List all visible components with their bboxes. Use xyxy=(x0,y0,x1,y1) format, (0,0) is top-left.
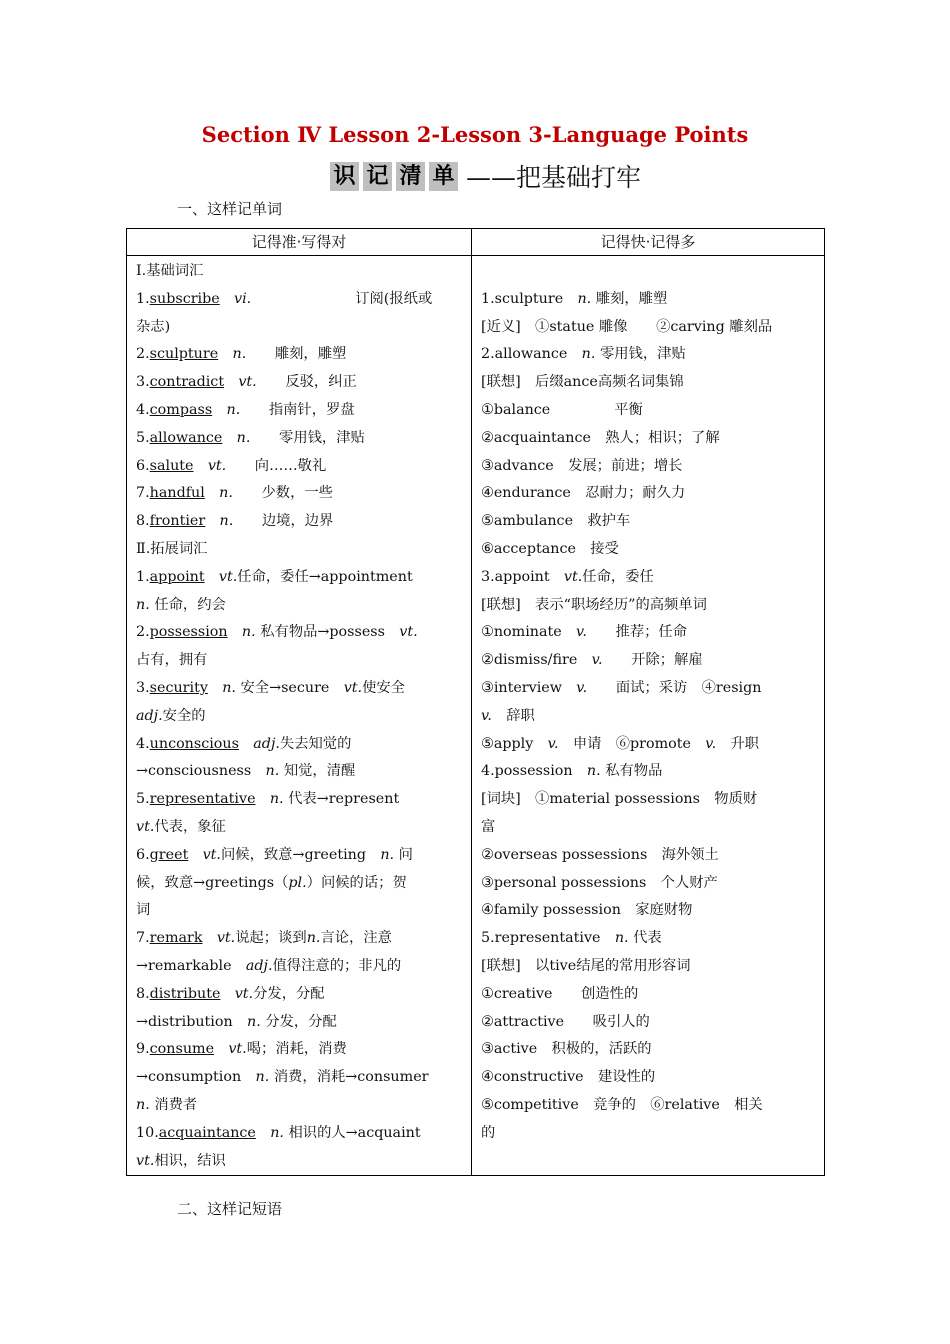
list-item: ④constructive 建设性的 xyxy=(481,1069,656,1086)
banner-char-4: 单 xyxy=(429,162,458,191)
list-item: 5.allowance n. 零用钱，津贴 xyxy=(136,429,365,446)
right-column xyxy=(472,256,825,1176)
list-item: →consciousness n. 知觉，清醒 xyxy=(136,763,356,780)
list-item: 8.distribute vt.分发，分配 xyxy=(136,985,325,1002)
list-item: 9.consume vt.喝；消耗，消费 xyxy=(136,1041,347,1058)
list-item: ④endurance 忍耐力；耐久力 xyxy=(481,485,686,502)
left-heading-basic: Ⅰ.基础词汇 xyxy=(136,263,204,279)
list-item: ②overseas possessions 海外领土 xyxy=(481,846,719,863)
list-item: 3.security n. 安全→secure vt.使安全 xyxy=(136,679,405,696)
list-item: ③active 积极的，活跃的 xyxy=(481,1041,652,1058)
list-item: 5.representative n. 代表 xyxy=(481,930,662,947)
list-item: 2.sculpture n. 雕刻，雕塑 xyxy=(136,346,347,363)
list-item: vt.相识，结识 xyxy=(136,1152,226,1169)
list-item: ④family possession 家庭财物 xyxy=(481,902,693,919)
list-item: 2.possession n. 私有物品→possess vt. xyxy=(136,624,418,641)
list-item: 4.unconscious adj.失去知觉的 xyxy=(136,735,352,752)
list-item: ③advance 发展；前进；增长 xyxy=(481,457,683,474)
banner-char-2: 记 xyxy=(363,162,392,191)
list-item: →consumption n. 消费，消耗→consumer xyxy=(136,1069,429,1086)
list-item: [近义] ①statue 雕像 ②carving 雕刻品 xyxy=(481,318,773,335)
left-heading-extended: Ⅱ.拓展词汇 xyxy=(136,540,208,557)
list-item: 1.subscribe vi. 订阅(报纸或 xyxy=(136,290,433,307)
section-banner xyxy=(330,160,641,192)
list-item: 杂志) xyxy=(136,318,171,335)
left-column xyxy=(127,256,472,1176)
list-item: 2.allowance n. 零用钱，津贴 xyxy=(481,346,686,363)
list-item: ②attractive 吸引人的 xyxy=(481,1013,650,1030)
list-item: ②dismiss/fire v. 开除；解雇 xyxy=(481,652,703,669)
list-item: adj.安全的 xyxy=(136,707,206,724)
list-item: 占有，拥有 xyxy=(136,652,208,669)
spacer xyxy=(481,258,816,286)
banner-subtitle: ——把基础打牢 xyxy=(466,163,642,192)
list-item: ⑥acceptance 接受 xyxy=(481,540,619,557)
list-item: ⑤ambulance 救护车 xyxy=(481,513,631,530)
list-item: 4.compass n. 指南针，罗盘 xyxy=(136,401,355,418)
list-item: vt.代表，象征 xyxy=(136,818,226,835)
list-item: 6.salute vt. 向……敬礼 xyxy=(136,457,327,474)
list-item: ①balance 平衡 xyxy=(481,401,643,418)
list-item: 5.representative n. 代表→represent xyxy=(136,791,400,808)
list-item: 候，致意→greetings（pl.）问候的话；贺 xyxy=(136,874,407,891)
list-item: n. 消费者 xyxy=(136,1096,198,1113)
banner-char-3: 清 xyxy=(396,162,425,191)
table-header-left: 记得准·写得对 xyxy=(127,229,472,256)
list-item: →remarkable adj.值得注意的；非凡的 xyxy=(136,957,402,974)
section-heading-words: 一、这样记单词 xyxy=(177,200,283,218)
banner-char-1: 识 xyxy=(330,162,359,191)
list-item: 1.sculpture n. 雕刻，雕塑 xyxy=(481,290,668,307)
list-item: v. 辞职 xyxy=(481,707,535,724)
list-item: ①creative 创造性的 xyxy=(481,985,639,1002)
list-item: 8.frontier n. 边境，边界 xyxy=(136,513,334,530)
list-item: ③interview v. 面试；采访 ④resign xyxy=(481,679,762,696)
page-title: Section Ⅳ Lesson 2-Lesson 3-Language Points xyxy=(201,122,749,147)
list-item: [联想] 后缀ance高频名词集锦 xyxy=(481,374,684,391)
list-item: [联想] 以tive结尾的常用形容词 xyxy=(481,957,691,974)
list-item: 10.acquaintance n. 相识的人→acquaint xyxy=(136,1124,421,1141)
list-item: ③personal possessions 个人财产 xyxy=(481,874,718,891)
list-item: 7.remark vt.说起；谈到n.言论，注意 xyxy=(136,930,392,947)
list-item: ②acquaintance 熟人；相识；了解 xyxy=(481,429,720,446)
list-item: 的 xyxy=(481,1124,496,1141)
list-item: 3.appoint vt.任命，委任 xyxy=(481,568,654,585)
list-item: →distribution n. 分发，分配 xyxy=(136,1013,337,1030)
list-item: 富 xyxy=(481,818,496,835)
table-header-right: 记得快·记得多 xyxy=(472,229,825,256)
list-item: 6.greet vt.问候，致意→greeting n. 问 xyxy=(136,846,413,863)
list-item: [词块] ①material possessions 物质财 xyxy=(481,791,758,808)
list-item: 4.possession n. 私有物品 xyxy=(481,763,663,780)
section-heading-phrases: 二、这样记短语 xyxy=(177,1200,283,1218)
list-item: 词 xyxy=(136,902,151,919)
list-item: n. 任命，约会 xyxy=(136,596,226,613)
list-item: ⑤apply v. 申请 ⑥promote v. 升职 xyxy=(481,735,760,752)
list-item: ⑤competitive 竞争的 ⑥relative 相关 xyxy=(481,1096,763,1113)
list-item: [联想] 表示“职场经历”的高频单词 xyxy=(481,596,707,613)
list-item: ①nominate v. 推荐；任命 xyxy=(481,624,688,641)
list-item: 3.contradict vt. 反驳，纠正 xyxy=(136,374,357,391)
vocab-table xyxy=(126,228,825,1176)
list-item: 7.handful n. 少数，一些 xyxy=(136,485,333,502)
list-item: 1.appoint vt.任命，委任→appointment xyxy=(136,568,413,585)
